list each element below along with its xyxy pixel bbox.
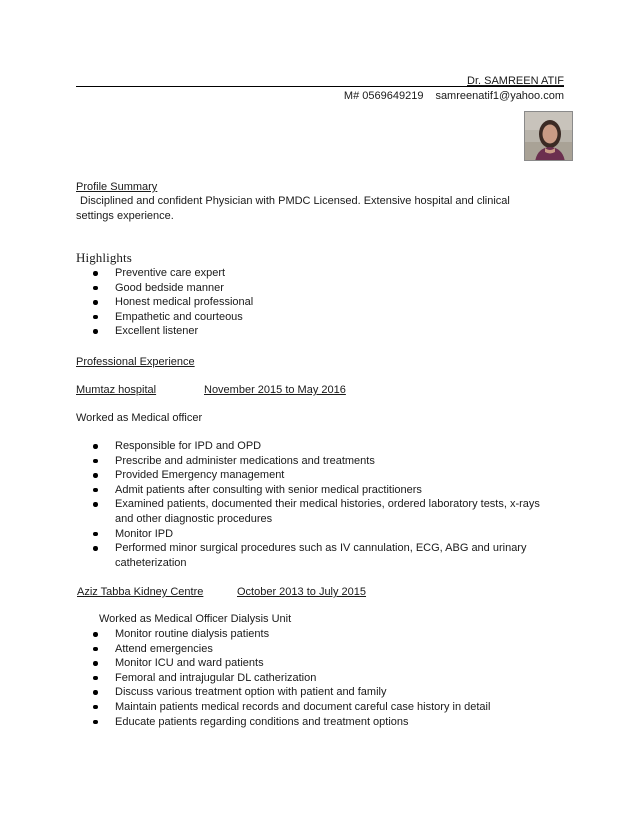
job-duties-list [76,627,556,729]
bullet-icon [93,473,98,478]
job-place: Aziz Tabba Kidney Centre [77,586,204,598]
phone-number: M# 0569649219 [343,90,424,102]
bullet-icon [93,546,98,551]
bullet-icon [93,286,98,291]
bullet-icon [93,300,98,305]
list-item: Monitor IPD [76,527,556,542]
profile-summary-text: Disciplined and confident Physician with PMDC Licensed. Extensive hospital and clinical settings experience. [76,195,510,222]
list-item: Good bedside manner [76,281,556,296]
job-header-mumtaz [76,383,346,398]
contact-info [344,89,564,104]
list-item: Attend emergencies [76,642,556,657]
bullet-icon [93,488,98,493]
job-header-aziz-tabba [77,585,366,600]
list-item: Provided Emergency management [76,468,556,483]
list-item: Admit patients after consulting with senior medical practitioners [76,483,556,498]
profile-summary-heading: Profile Summary [76,181,158,193]
bullet-icon [93,271,98,276]
bullet-icon [93,705,98,710]
job-place: Mumtaz hospital [76,384,157,396]
header-divider [76,86,564,87]
job-duties-list [76,439,556,570]
bullet-icon [93,661,98,666]
bullet-icon [93,315,98,320]
list-item: Femoral and intrajugular DL catherization [76,671,556,686]
list-item: Discuss various treatment option with patient and family [76,685,556,700]
list-item: Performed minor surgical procedures such as IV cannulation, ECG, ABG and urinary catheterization [76,541,556,570]
list-item: Responsible for IPD and OPD [76,439,556,454]
job-role: Worked as Medical Officer Dialysis Unit [99,613,292,625]
list-item: Educate patients regarding conditions and treatment options [76,715,556,730]
bullet-icon [93,632,98,637]
bullet-icon [93,532,98,537]
profile-photo [524,111,573,161]
list-item: Prescribe and administer medications and treatments [76,454,556,469]
bullet-icon [93,459,98,464]
professional-experience-heading: Professional Experience [76,356,195,368]
list-item: Excellent listener [76,324,556,339]
email-address: samreenatif1@yahoo.com [435,90,564,102]
job-period: November 2015 to May 2016 [204,384,346,396]
bullet-icon [93,647,98,652]
list-item: Honest medical professional [76,295,556,310]
list-item: Maintain patients medical records and document careful case history in detail [76,700,556,715]
job-role: Worked as Medical officer [76,412,203,424]
list-item: Empathetic and courteous [76,310,556,325]
list-item: Monitor ICU and ward patients [76,656,556,671]
doctor-name: Dr. SAMREEN ATIF [467,75,564,87]
list-item: Preventive care expert [76,266,556,281]
bullet-icon [93,720,98,725]
highlights-heading: Highlights [76,250,132,265]
bullet-icon [93,676,98,681]
job-period: October 2013 to July 2015 [237,586,367,598]
highlights-list [76,266,556,339]
bullet-icon [93,690,98,695]
bullet-icon [93,502,98,507]
list-item: Monitor routine dialysis patients [76,627,556,642]
bullet-icon [93,329,98,334]
bullet-icon [93,444,98,449]
list-item: Examined patients, documented their medical histories, ordered laboratory tests, x-rays and other diagnostic procedures [76,497,556,526]
